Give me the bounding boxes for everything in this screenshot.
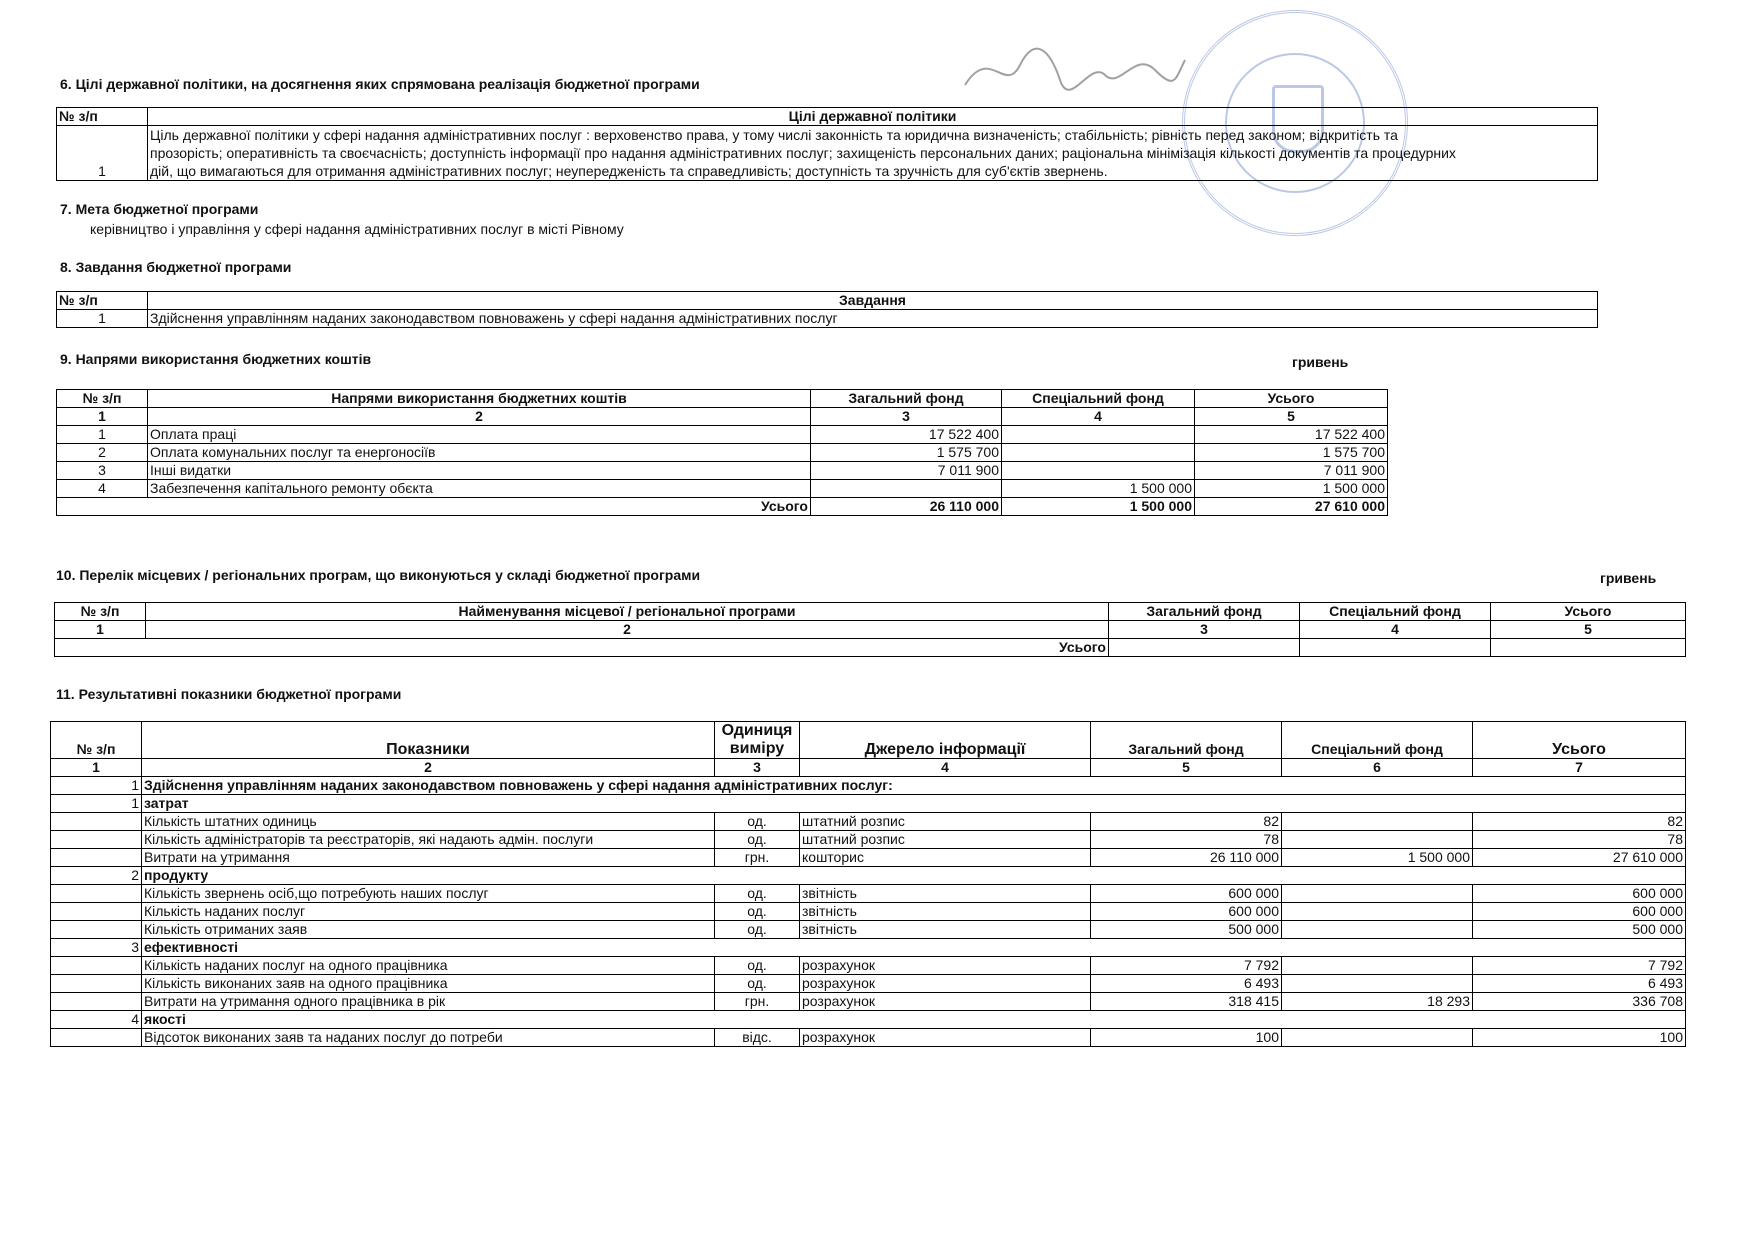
- group-num: 4: [51, 1011, 142, 1029]
- section11-title: 11. Результативні показники бюджетної програми: [56, 686, 402, 702]
- dir-total-general: 26 110 000: [811, 498, 1002, 516]
- table-row: [57, 480, 1388, 498]
- row-num: [51, 831, 142, 849]
- dir-row-general: 1 575 700: [811, 444, 1002, 462]
- table-row: [51, 1029, 1686, 1047]
- group-name: затрат: [142, 795, 1686, 813]
- dir-col-total: Усього: [1195, 390, 1388, 408]
- row-indicator: Кількість наданих послуг: [142, 903, 715, 921]
- tasks-table: [56, 291, 1598, 328]
- dir-row-general: [811, 480, 1002, 498]
- perf-col-general: Загальний фонд: [1091, 722, 1282, 759]
- section9-unit: гривень: [1292, 354, 1349, 370]
- row-total: 100: [1473, 1029, 1686, 1047]
- task-text: Здійснення управлінням наданих законодавством повноважень у сфері надання адміністративних послуг:: [142, 777, 1686, 795]
- row-general: 500 000: [1091, 921, 1282, 939]
- dir-row-name: Забезпечення капітального ремонту обєкта: [148, 480, 811, 498]
- row-special: [1282, 1029, 1473, 1047]
- perf-col-unit: Одиниця виміру: [715, 722, 800, 759]
- row-unit: од.: [715, 957, 800, 975]
- row-unit: відс.: [715, 1029, 800, 1047]
- perf-col-total: Усього: [1473, 722, 1686, 759]
- row-total: 7 792: [1473, 957, 1686, 975]
- dir-row-total: 1 575 700: [1195, 444, 1388, 462]
- perf-col-special: Спеціальний фонд: [1282, 722, 1473, 759]
- group-num: 1: [51, 795, 142, 813]
- dir-row-special: [1002, 462, 1195, 480]
- group-name: ефективності: [142, 939, 1686, 957]
- dir-num-2: 2: [148, 408, 811, 426]
- row-special: [1282, 831, 1473, 849]
- row-unit: од.: [715, 885, 800, 903]
- perf-num-1: 1: [51, 759, 142, 777]
- row-special: [1282, 975, 1473, 993]
- table-row: [51, 993, 1686, 1011]
- dir-row-general: 7 011 900: [811, 462, 1002, 480]
- section10-title: 10. Перелік місцевих / регіональних програм, що виконуються у складі бюджетної програми: [56, 567, 701, 583]
- row-source: розрахунок: [800, 957, 1091, 975]
- group-num: 3: [51, 939, 142, 957]
- row-indicator: Кількість наданих послуг на одного працівника: [142, 957, 715, 975]
- row-total: 500 000: [1473, 921, 1686, 939]
- dir-row-num: 3: [57, 462, 148, 480]
- row-general: 82: [1091, 813, 1282, 831]
- dir-row-special: [1002, 426, 1195, 444]
- row-total: 6 493: [1473, 975, 1686, 993]
- row-source: звітність: [800, 921, 1091, 939]
- dir-total-all: 27 610 000: [1195, 498, 1388, 516]
- group-row: [51, 939, 1686, 957]
- row-indicator: Кількість штатних одиниць: [142, 813, 715, 831]
- dir-row-name: Оплата праці: [148, 426, 811, 444]
- dir-col-name: Напрями використання бюджетних коштів: [148, 390, 811, 408]
- row-general: 7 792: [1091, 957, 1282, 975]
- section7-title: 7. Мета бюджетної програми: [60, 201, 259, 217]
- table-row: [57, 426, 1388, 444]
- row-general: 6 493: [1091, 975, 1282, 993]
- section8-title: 8. Завдання бюджетної програми: [60, 259, 292, 275]
- table-row: [51, 957, 1686, 975]
- row-unit: грн.: [715, 849, 800, 867]
- dir-total-special: 1 500 000: [1002, 498, 1195, 516]
- row-special: [1282, 885, 1473, 903]
- signature: [960, 40, 1190, 100]
- dir-row-num: 1: [57, 426, 148, 444]
- dir-num-1: 1: [57, 408, 148, 426]
- dir-col-num: № з/п: [57, 390, 148, 408]
- row-num: [51, 813, 142, 831]
- row-total: 78: [1473, 831, 1686, 849]
- goals-line-2: прозорість; оперативність та своєчасність; доступність інформації про надання адміністративних послуг; захищеність персональних даних; раціональна мінімізація кількості документів та процедурних: [150, 145, 1456, 161]
- prog-total-special: [1300, 639, 1491, 657]
- perf-num-4: 4: [800, 759, 1091, 777]
- perf-col-num: № з/п: [51, 722, 142, 759]
- prog-col-special: Спеціальний фонд: [1300, 603, 1491, 621]
- row-general: 318 415: [1091, 993, 1282, 1011]
- prog-total-all: [1491, 639, 1686, 657]
- table-row-total: [57, 498, 1388, 516]
- row-num: [51, 1029, 142, 1047]
- row-general: 600 000: [1091, 885, 1282, 903]
- table-row: [57, 444, 1388, 462]
- row-num: [51, 993, 142, 1011]
- row-special: [1282, 921, 1473, 939]
- tasks-row-num: 1: [57, 310, 148, 328]
- goals-col-goal: Цілі державної політики: [148, 108, 1598, 126]
- table-row: [51, 831, 1686, 849]
- row-source: штатний розпис: [800, 831, 1091, 849]
- prog-col-total: Усього: [1491, 603, 1686, 621]
- row-special: [1282, 813, 1473, 831]
- row-num: [51, 957, 142, 975]
- dir-row-total: 7 011 900: [1195, 462, 1388, 480]
- row-special: [1282, 957, 1473, 975]
- section9-title: 9. Напрями використання бюджетних коштів: [60, 351, 372, 367]
- row-indicator: Кількість адміністраторів та реєстраторів, які надають адмін. послуги: [142, 831, 715, 849]
- perf-num-5: 5: [1091, 759, 1282, 777]
- tasks-col-task: Завдання: [148, 292, 1598, 310]
- prog-num-4: 4: [1300, 621, 1491, 639]
- row-general: 100: [1091, 1029, 1282, 1047]
- row-num: [51, 903, 142, 921]
- prog-num-1: 1: [55, 621, 146, 639]
- dir-row-total: 1 500 000: [1195, 480, 1388, 498]
- row-unit: од.: [715, 975, 800, 993]
- row-special: [1282, 903, 1473, 921]
- row-source: штатний розпис: [800, 813, 1091, 831]
- group-row: [51, 1011, 1686, 1029]
- prog-total-general: [1109, 639, 1300, 657]
- row-num: [51, 849, 142, 867]
- row-source: звітність: [800, 903, 1091, 921]
- prog-col-general: Загальний фонд: [1109, 603, 1300, 621]
- section7-text: керівництво і управління у сфері надання адміністративних послуг в місті Рівному: [90, 221, 624, 237]
- dir-total-label: Усього: [57, 498, 811, 516]
- table-row: [51, 975, 1686, 993]
- row-unit: од.: [715, 813, 800, 831]
- row-unit: од.: [715, 831, 800, 849]
- table-row: [57, 462, 1388, 480]
- row-general: 600 000: [1091, 903, 1282, 921]
- dir-num-4: 4: [1002, 408, 1195, 426]
- perf-col-source: Джерело інформації: [800, 722, 1091, 759]
- row-source: розрахунок: [800, 1029, 1091, 1047]
- local-programs-table: [54, 602, 1686, 657]
- dir-col-general: Загальний фонд: [811, 390, 1002, 408]
- perf-num-3: 3: [715, 759, 800, 777]
- row-indicator: Витрати на утримання одного працівника в рік: [142, 993, 715, 1011]
- row-unit: од.: [715, 921, 800, 939]
- tasks-row-text: Здійснення управлінням наданих законодавством повноважень у сфері надання адміністративних послуг: [148, 310, 1598, 328]
- row-num: [51, 921, 142, 939]
- perf-num-2: 2: [142, 759, 715, 777]
- row-general: 26 110 000: [1091, 849, 1282, 867]
- row-unit: од.: [715, 903, 800, 921]
- group-name: продукту: [142, 867, 1686, 885]
- table-row: [51, 849, 1686, 867]
- row-num: [51, 885, 142, 903]
- table-row: [51, 903, 1686, 921]
- perf-num-7: 7: [1473, 759, 1686, 777]
- dir-row-special: [1002, 444, 1195, 462]
- perf-col-indicator: Показники: [142, 722, 715, 759]
- budget-directions-table: [56, 389, 1388, 516]
- task-row: [51, 777, 1686, 795]
- row-total: 336 708: [1473, 993, 1686, 1011]
- row-unit: грн.: [715, 993, 800, 1011]
- group-num: 2: [51, 867, 142, 885]
- table-row: [51, 921, 1686, 939]
- table-row-total: [55, 639, 1686, 657]
- row-source: звітність: [800, 885, 1091, 903]
- row-source: кошторис: [800, 849, 1091, 867]
- row-indicator: Витрати на утримання: [142, 849, 715, 867]
- dir-row-name: Інші видатки: [148, 462, 811, 480]
- prog-col-num: № з/п: [55, 603, 146, 621]
- dir-row-special: 1 500 000: [1002, 480, 1195, 498]
- row-total: 600 000: [1473, 903, 1686, 921]
- goals-line-1: Ціль державної політики у сфері надання адміністративних послуг : верховенство права, у тому числі законність та юридична визначеність; стабільність; рівність перед законом; відкритість та: [150, 127, 1398, 143]
- row-total: 27 610 000: [1473, 849, 1686, 867]
- prog-num-2: 2: [146, 621, 1109, 639]
- row-indicator: Кількість виконаних заяв на одного працівника: [142, 975, 715, 993]
- performance-table: [50, 721, 1686, 1047]
- group-row: [51, 867, 1686, 885]
- perf-num-6: 6: [1282, 759, 1473, 777]
- goals-table: [56, 107, 1598, 181]
- prog-col-name: Найменування місцевої / регіональної програми: [146, 603, 1109, 621]
- dir-row-total: 17 522 400: [1195, 426, 1388, 444]
- task-num: 1: [51, 777, 142, 795]
- dir-row-general: 17 522 400: [811, 426, 1002, 444]
- section6-title: 6. Цілі державної політики, на досягнення яких спрямована реалізація бюджетної програми: [60, 76, 700, 92]
- group-row: [51, 795, 1686, 813]
- row-indicator: Кількість звернень осіб,що потребують наших послуг: [142, 885, 715, 903]
- row-special: 18 293: [1282, 993, 1473, 1011]
- group-name: якості: [142, 1011, 1686, 1029]
- row-indicator: Відсоток виконаних заяв та наданих послуг до потреби: [142, 1029, 715, 1047]
- row-num: [51, 975, 142, 993]
- prog-num-5: 5: [1491, 621, 1686, 639]
- row-source: розрахунок: [800, 975, 1091, 993]
- dir-num-5: 5: [1195, 408, 1388, 426]
- goals-line-3: дій, що вимагаються для отримання адміністративних послуг; неупередженість та справедливість; доступність та зручність для суб'єктів звернень.: [150, 163, 1108, 179]
- dir-num-3: 3: [811, 408, 1002, 426]
- section10-unit: гривень: [1600, 570, 1657, 586]
- table-row: [51, 813, 1686, 831]
- prog-total-label: Усього: [55, 639, 1109, 657]
- row-total: 600 000: [1473, 885, 1686, 903]
- table-row: [51, 885, 1686, 903]
- dir-col-special: Спеціальний фонд: [1002, 390, 1195, 408]
- tasks-col-num: № з/п: [57, 292, 148, 310]
- row-indicator: Кількість отриманих заяв: [142, 921, 715, 939]
- row-general: 78: [1091, 831, 1282, 849]
- row-source: розрахунок: [800, 993, 1091, 1011]
- row-special: 1 500 000: [1282, 849, 1473, 867]
- dir-row-num: 2: [57, 444, 148, 462]
- dir-row-num: 4: [57, 480, 148, 498]
- row-total: 82: [1473, 813, 1686, 831]
- goals-row-num: 1: [57, 126, 148, 181]
- goals-col-num: № з/п: [57, 108, 148, 126]
- goals-row-text: [148, 126, 1598, 181]
- prog-num-3: 3: [1109, 621, 1300, 639]
- dir-row-name: Оплата комунальних послуг та енергоносіїв: [148, 444, 811, 462]
